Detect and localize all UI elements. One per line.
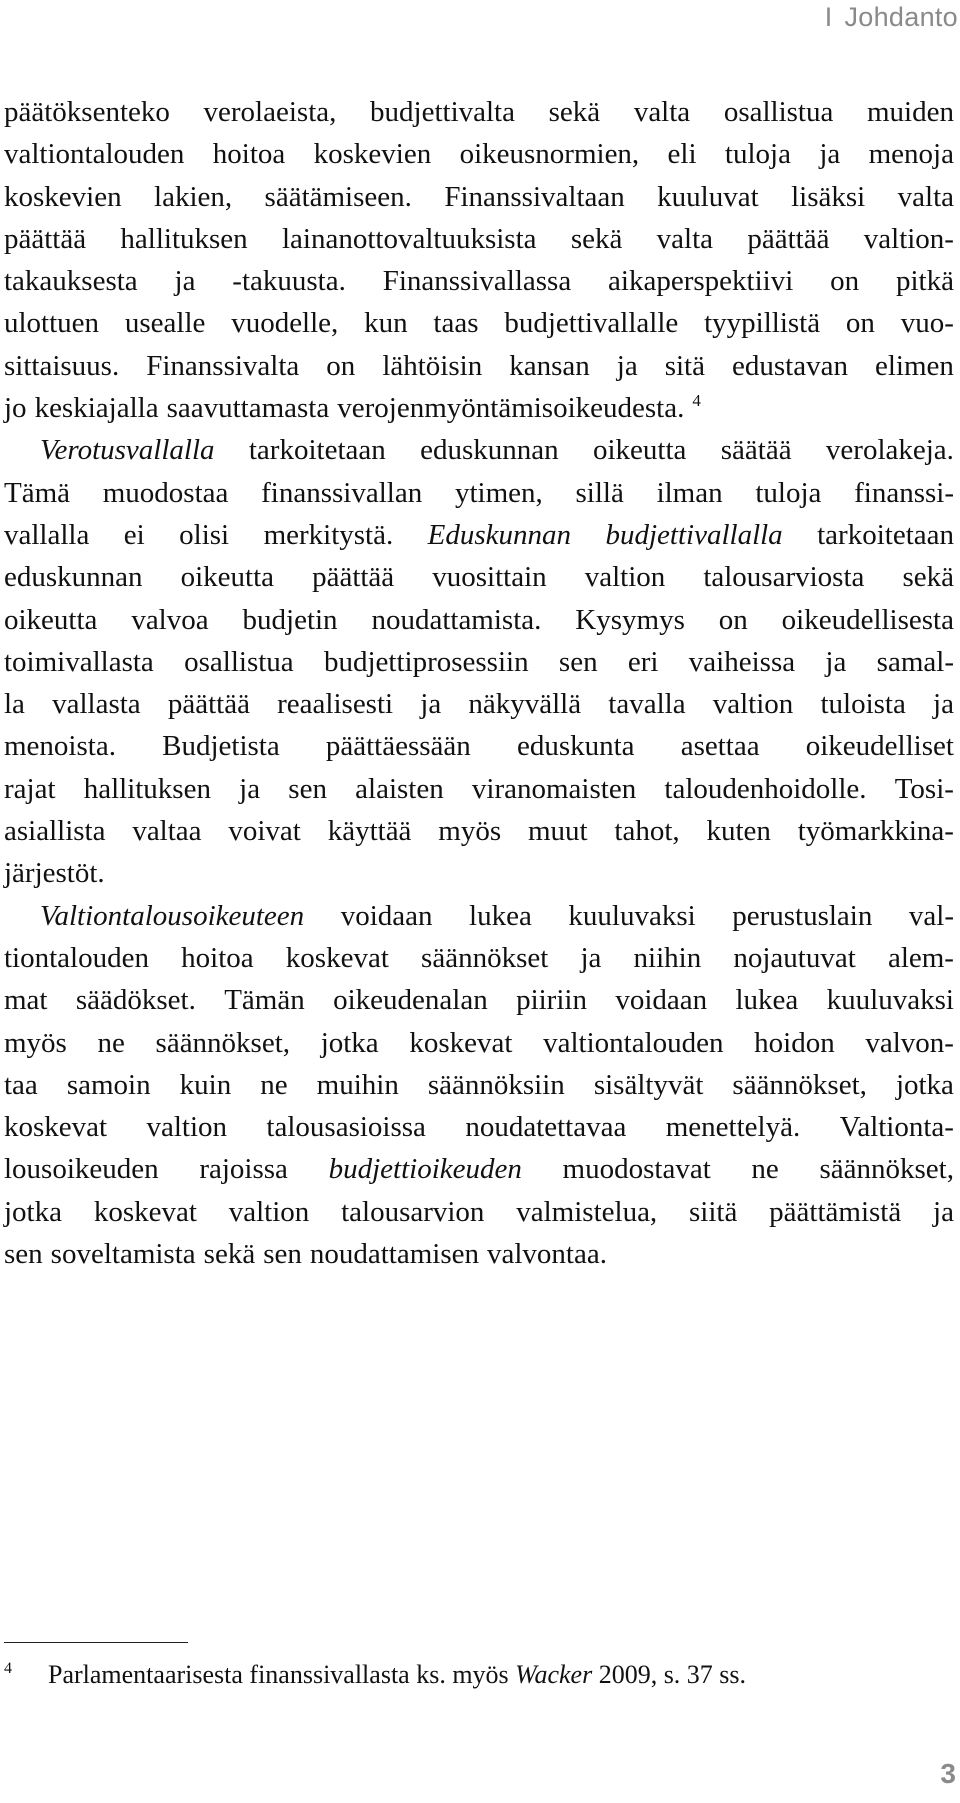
- word: merkitystä.: [263, 518, 394, 551]
- running-head-separator: I: [824, 2, 833, 32]
- text-line: [4, 768, 954, 810]
- word: voivat: [228, 815, 301, 848]
- word: nojautuvat: [733, 941, 856, 974]
- word: niihin: [633, 941, 702, 974]
- word: oikeutta: [180, 561, 275, 594]
- word: tavalla: [608, 688, 686, 721]
- word: noudatettavaa: [465, 1111, 627, 1144]
- word: säännökset,: [732, 1068, 867, 1101]
- footnote-author: Wacker: [515, 1660, 593, 1689]
- word: on: [718, 603, 748, 636]
- word: siitä: [689, 1195, 738, 1228]
- word: valtion: [712, 688, 794, 721]
- word: Finanssivaltaan: [444, 180, 625, 213]
- word: valtion: [228, 1195, 310, 1228]
- word: sisältyvät: [593, 1068, 704, 1101]
- word: piiriin: [516, 984, 587, 1017]
- word: säännöksiin: [427, 1068, 565, 1101]
- word: sen: [4, 1238, 43, 1271]
- text-line: [4, 1106, 954, 1148]
- word: verolaeista,: [203, 96, 337, 128]
- word: ja: [239, 772, 261, 805]
- word: päättäessään: [325, 730, 471, 763]
- text-line: [4, 472, 954, 514]
- word: ja: [825, 645, 847, 678]
- word: tarkoitetaan: [817, 518, 954, 551]
- footnote-reference[interactable]: 4: [692, 391, 701, 411]
- word: järjestöt.: [4, 857, 105, 890]
- word: olisi: [179, 518, 230, 551]
- word: -takuusta.: [232, 265, 346, 298]
- word: säännökset,: [819, 1153, 954, 1186]
- word: säännökset: [421, 941, 549, 974]
- word: vallalla: [4, 518, 90, 551]
- word: menettelyä.: [665, 1111, 801, 1144]
- word: päättämistä: [769, 1195, 902, 1228]
- word: voidaan: [340, 899, 433, 932]
- word: kuin: [179, 1068, 232, 1101]
- text-line: [4, 810, 954, 852]
- word: saavuttamasta: [166, 392, 330, 425]
- word: sekä: [902, 561, 954, 594]
- word: päättää: [4, 222, 87, 255]
- word: samoin: [66, 1068, 151, 1101]
- text-line: [4, 556, 954, 598]
- word: valtion: [584, 561, 666, 594]
- word: ytimen,: [454, 476, 543, 509]
- word: finanssivallan: [261, 476, 423, 509]
- word: talousarvion: [341, 1195, 485, 1228]
- paragraph: [4, 429, 954, 894]
- word: tahot,: [614, 815, 680, 848]
- word: jotka: [4, 1195, 62, 1228]
- word: vuodelle,: [231, 307, 339, 340]
- word-with-note: [337, 387, 701, 429]
- word: sen: [263, 1238, 302, 1271]
- word: sekä: [203, 1238, 256, 1271]
- text-line: [4, 345, 954, 387]
- text-line: [4, 1064, 954, 1106]
- word: valtion: [146, 1111, 228, 1144]
- text-line: [4, 725, 954, 767]
- word: myös: [438, 815, 502, 848]
- text-line: [4, 260, 954, 302]
- word: oikeutta: [592, 434, 687, 467]
- word: päättää: [167, 688, 250, 721]
- word: valtaa: [132, 815, 202, 848]
- word: talousarviosta: [703, 561, 865, 594]
- word: pitkä: [895, 265, 954, 298]
- word: keskiajalla: [34, 392, 159, 425]
- emphasis-word: Valtiontalousoikeuteen: [40, 899, 305, 932]
- word: tuloja: [724, 138, 791, 171]
- running-head-section: Johdanto: [844, 2, 958, 32]
- footnote-text-before: Parlamentaarisesta finanssivallasta ks. myös: [48, 1660, 516, 1689]
- text-line: [4, 133, 954, 175]
- word: oikeutta: [4, 603, 98, 636]
- word: oikeudenalan: [333, 984, 488, 1017]
- word: vuosittain: [432, 561, 547, 594]
- word: myös: [4, 1026, 67, 1059]
- word: sekä: [548, 96, 601, 128]
- text-line: [4, 895, 954, 937]
- text-line: [4, 91, 954, 133]
- word: lainanottovaltuuksista: [282, 222, 537, 255]
- word: lousoikeuden: [4, 1153, 159, 1186]
- word: val-: [908, 899, 954, 932]
- word: menoja: [868, 138, 954, 171]
- word: budjettivallalle: [504, 307, 679, 340]
- word: tiontalouden: [4, 941, 149, 974]
- word: noudattamisen: [309, 1238, 479, 1271]
- word: ei: [123, 518, 145, 551]
- word: edustavan: [732, 349, 848, 382]
- word: talousasioissa: [266, 1111, 426, 1144]
- word: valta: [656, 222, 714, 255]
- word: sen: [288, 772, 327, 805]
- running-head: [825, 2, 958, 33]
- word: jotka: [895, 1068, 954, 1101]
- word: on: [845, 307, 875, 340]
- word: perustuslain: [732, 899, 873, 932]
- word: ja: [580, 941, 602, 974]
- text-line: [4, 429, 954, 471]
- word: rajat: [4, 772, 56, 805]
- word: Budjetista: [162, 730, 280, 763]
- word: kuuluvaksi: [826, 984, 954, 1017]
- word: säätämiseen.: [264, 180, 412, 213]
- text-line: [4, 1148, 954, 1190]
- word: Finanssivallassa: [382, 265, 572, 298]
- footnote-rule: [4, 1642, 188, 1643]
- word: osallistua: [184, 645, 294, 678]
- word: valtion-: [863, 222, 954, 255]
- word: ja: [420, 688, 442, 721]
- word: ja: [174, 265, 196, 298]
- text-line: [4, 979, 954, 1021]
- text-line: [4, 387, 954, 429]
- word: asiallista: [4, 815, 106, 848]
- word: reaalisesti: [277, 688, 394, 721]
- word: hallituksen: [83, 772, 211, 805]
- text-line: [4, 852, 954, 894]
- word: menoista.: [4, 730, 116, 763]
- word: vuo-: [900, 307, 954, 340]
- word: takauksesta: [4, 265, 138, 298]
- text-line: [4, 1022, 954, 1064]
- text-line: [4, 937, 954, 979]
- word: valvontaa.: [487, 1238, 607, 1271]
- word: näkyvällä: [468, 688, 582, 721]
- word: valvoa: [131, 603, 209, 636]
- word: koskevien: [313, 138, 432, 171]
- text-line: [4, 683, 954, 725]
- text-line: [4, 1191, 954, 1233]
- paragraph: [4, 895, 954, 1276]
- body-text: [4, 91, 954, 1275]
- word: muodostavat: [562, 1153, 711, 1186]
- word: säätää: [720, 434, 792, 467]
- word: tuloista: [820, 688, 906, 721]
- word: muodostaa: [102, 476, 229, 509]
- word: noudattamista.: [371, 603, 542, 636]
- word: taa: [4, 1068, 38, 1101]
- paragraph: [4, 91, 954, 429]
- word: päätöksenteko: [4, 96, 170, 128]
- word: tarkoitetaan: [248, 434, 386, 467]
- word: lukea: [469, 899, 532, 932]
- word: oikeudelliset: [805, 730, 954, 763]
- word: finanssi-: [854, 476, 954, 509]
- word: sitä: [664, 349, 705, 382]
- word: asettaa: [680, 730, 760, 763]
- word: koskevat: [409, 1026, 513, 1059]
- text-line: [4, 514, 954, 556]
- word: koskevien: [4, 180, 122, 213]
- word: budjettiprosessiin: [323, 645, 529, 678]
- word: ne: [97, 1026, 125, 1059]
- word: työmarkkina-: [797, 815, 954, 848]
- word: eri: [627, 645, 659, 678]
- word: valvon-: [865, 1026, 954, 1059]
- word: ja: [616, 349, 638, 382]
- emphasis-word: Verotusvallalla: [40, 434, 215, 467]
- word: valtiontalouden: [543, 1026, 724, 1059]
- word: hallituksen: [120, 222, 248, 255]
- footnote-number: 4: [4, 1660, 12, 1677]
- word: toimivallasta: [4, 645, 154, 678]
- emphasis-word: Eduskunnan: [427, 518, 572, 551]
- word: muiden: [867, 96, 954, 128]
- word: verolakeja.: [825, 434, 954, 467]
- word: viranomaisten: [471, 772, 637, 805]
- word: ilman: [656, 476, 723, 509]
- word: kun: [364, 307, 408, 340]
- footnote: [4, 1650, 746, 1694]
- word: valtiontalouden: [4, 138, 185, 171]
- footnote-text-after: 2009, s. 37 ss.: [592, 1660, 747, 1689]
- word: ulottuen: [4, 307, 100, 340]
- word: oikeudellisesta: [781, 603, 954, 636]
- word: oikeusnormien,: [459, 138, 640, 171]
- word: on: [326, 349, 356, 382]
- word: vaiheissa: [688, 645, 796, 678]
- word: jotka: [320, 1026, 379, 1059]
- word: vallasta: [52, 688, 141, 721]
- word: Tämän: [224, 984, 305, 1017]
- word: hoitoa: [212, 138, 286, 171]
- word: lukea: [735, 984, 799, 1017]
- emphasis-word: budjettivallalla: [605, 518, 783, 551]
- word: hoidon: [754, 1026, 835, 1059]
- word: ja: [933, 1195, 954, 1228]
- word: säännökset,: [155, 1026, 291, 1059]
- word: eduskunnan: [420, 434, 559, 467]
- word: on: [830, 265, 860, 298]
- text-line: [4, 176, 954, 218]
- word: budjettivalta: [370, 96, 515, 128]
- word: valta: [897, 180, 954, 213]
- word: voidaan: [615, 984, 708, 1017]
- word: rajoissa: [199, 1153, 288, 1186]
- word: budjetin: [242, 603, 338, 636]
- word: sillä: [575, 476, 624, 509]
- word: verojenmyöntämisoikeudesta.: [337, 392, 685, 425]
- word: koskevat: [93, 1195, 197, 1228]
- word: Tämä: [4, 476, 71, 509]
- word: sen: [558, 645, 598, 678]
- word: la: [4, 688, 25, 721]
- word: tuloja: [755, 476, 822, 509]
- word: hoitoa: [181, 941, 254, 974]
- word: jo: [4, 392, 27, 425]
- word: kansan: [509, 349, 590, 382]
- word: eduskunta: [516, 730, 635, 763]
- word: päättää: [312, 561, 395, 594]
- word: Valtionta-: [839, 1111, 954, 1144]
- word: Kysymys: [575, 603, 685, 636]
- word: kuuluvaksi: [568, 899, 696, 932]
- word: päättää: [747, 222, 830, 255]
- text-line: [4, 599, 954, 641]
- word: valmistelua,: [516, 1195, 658, 1228]
- word: osallistua: [723, 96, 834, 128]
- text-line: [4, 1233, 954, 1275]
- word: lakien,: [154, 180, 233, 213]
- word: sittaisuus.: [4, 349, 120, 382]
- word: taas: [433, 307, 479, 340]
- word: alaisten: [355, 772, 444, 805]
- word: koskevat: [4, 1111, 108, 1144]
- word: alem-: [887, 941, 954, 974]
- word: käyttää: [327, 815, 412, 848]
- page-number: 3: [940, 1758, 956, 1789]
- word: muihin: [316, 1068, 399, 1101]
- word: sekä: [570, 222, 623, 255]
- word: usealle: [124, 307, 206, 340]
- word: koskevat: [285, 941, 389, 974]
- word: samal-: [876, 645, 954, 678]
- word: Tosi-: [894, 772, 954, 805]
- word: ne: [260, 1068, 288, 1101]
- text-line: [4, 641, 954, 683]
- word: elimen: [875, 349, 954, 382]
- word: kuuluvat: [657, 180, 759, 213]
- word: soveltamista: [50, 1238, 196, 1271]
- word: tyypillistä: [704, 307, 821, 340]
- word: ja: [819, 138, 841, 171]
- text-line: [4, 218, 954, 260]
- word: Finanssivalta: [146, 349, 300, 382]
- word: ja: [933, 688, 954, 721]
- word: eduskunnan: [4, 561, 143, 594]
- word: säädökset.: [75, 984, 196, 1017]
- emphasis-word: budjettioikeuden: [328, 1153, 522, 1186]
- word: ne: [751, 1153, 779, 1186]
- word: taloudenhoidolle.: [664, 772, 867, 805]
- word: lähtöisin: [382, 349, 483, 382]
- word: muut: [527, 815, 588, 848]
- text-line: [4, 302, 954, 344]
- word: eli: [667, 138, 697, 171]
- word: lisäksi: [791, 180, 866, 213]
- word: mat: [4, 984, 48, 1017]
- word: aikaperspektiivi: [608, 265, 794, 298]
- word: valta: [633, 96, 691, 128]
- word: kuten: [706, 815, 771, 848]
